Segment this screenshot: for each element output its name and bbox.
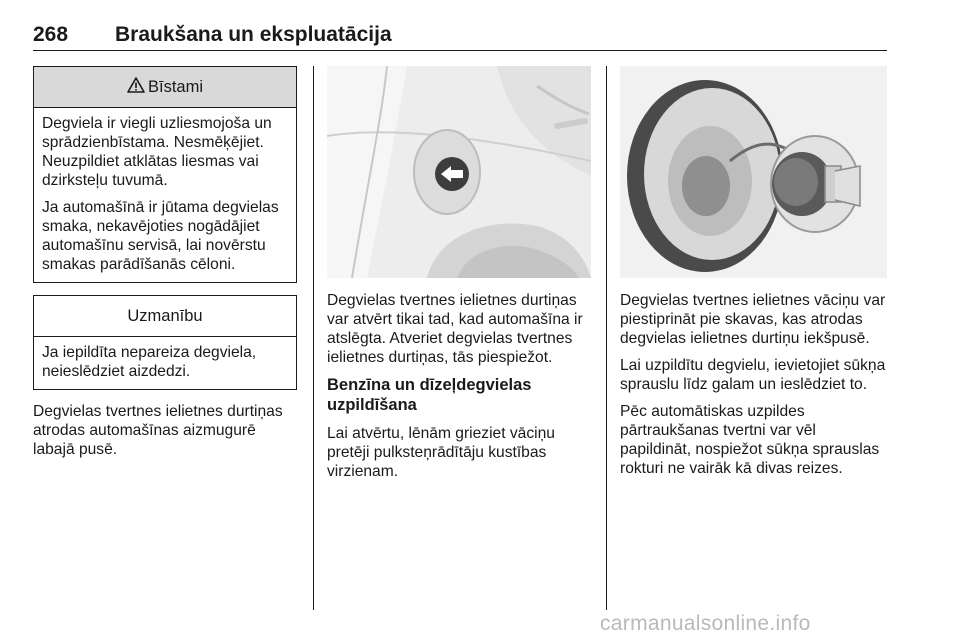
caution-title: Uzmanību (127, 306, 203, 325)
warning-body (34, 108, 296, 282)
body-paragraph: Lai uzpildītu degvielu, ievietojiet sūkņa sprauslu līdz galam un ieslēdziet to. (620, 357, 886, 393)
page-header (33, 16, 887, 51)
watermark: carmanualsonline.info (600, 612, 811, 635)
body-paragraph: Degvielas tvertnes ielietnes durtiņas var atvērt tikai tad, kad automašīna ir atslēgta. Atveriet degvielas tvertnes ielietnes durtiņas, tās piespiežot. (327, 292, 583, 366)
fuel-door-illustration (327, 66, 591, 278)
column-1 (33, 66, 297, 467)
column-divider (606, 66, 607, 610)
column-2 (327, 66, 591, 489)
body-paragraph: Lai atvērtu, lēnām grieziet vāciņu pretēji pulksteņrādītāju kustības virzienam. (327, 425, 555, 480)
caution-box (33, 295, 297, 390)
body-paragraph: Pēc automātiskas uzpildes pārtraukšanas tvertni var vēl papildināt, nospiežot sūkņa sprauslas rokturi ne vairāk kā divas reizes. (620, 403, 880, 477)
column-3 (620, 66, 887, 486)
warning-box (33, 66, 297, 283)
warning-triangle-icon (127, 77, 145, 98)
page-number: 268 (33, 23, 69, 46)
warning-paragraph: Degviela ir viegli uzliesmojoša un sprādzienbīstama. Nesmēķējiet. Neuzpildiet atklātas liesmas vai dzirksteļu tuvumā. (42, 115, 272, 189)
body-paragraph: Degvielas tvertnes ielietnes vāciņu var piestiprināt pie skavas, kas atrodas degvielas ielietnes durtiņu iekšpusē. (620, 292, 886, 347)
fuel-cap-illustration (620, 66, 887, 278)
caution-box-header (34, 296, 296, 337)
caution-body (34, 337, 296, 389)
warning-paragraph: Ja automašīnā ir jūtama degvielas smaka, nekavējoties nogādājiet automašīnu servisā, lai novērstu smakas parādīšanās cēloni. (42, 199, 279, 273)
column-divider (313, 66, 314, 610)
caution-paragraph: Ja iepildīta nepareiza degviela, neieslēdziet aizdedzi. (42, 344, 257, 380)
body-paragraph: Degvielas tvertnes ielietnes durtiņas atrodas automašīnas aizmugurē labajā pusē. (33, 403, 283, 458)
warning-box-header (34, 67, 296, 108)
warning-title: Bīstami (147, 77, 203, 96)
section-subheading: Benzīna un dīzeļdegvielas uzpildīšana (327, 376, 532, 414)
chapter-title: Braukšana un ekspluatācija (115, 23, 392, 46)
